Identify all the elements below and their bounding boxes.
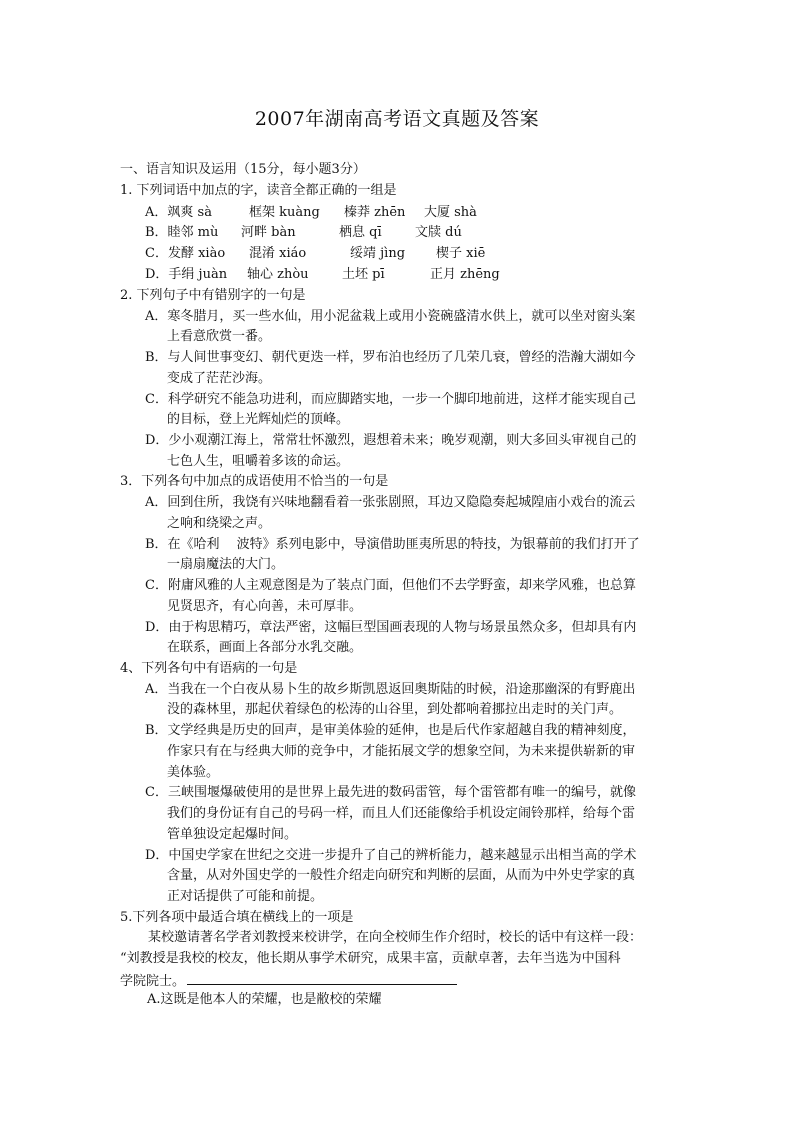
q2-option-b-line-2: 变成了茫茫沙海。 bbox=[167, 371, 272, 386]
q1-c-word-4: 楔子 xiē bbox=[436, 246, 486, 261]
q4-option-b-line-2: 作家只有在与经典大师的竞争中，才能拓展文学的想象空间，为未来提供崭新的审 bbox=[167, 744, 636, 759]
page-title: 2007年湖南高考语文真题及答案 bbox=[254, 108, 540, 130]
question-1-stem: 1. 下列词语中加点的字，读音全都正确的一组是 bbox=[120, 183, 397, 198]
q3-option-c-line-1: C．附庸风雅的人主观意图是为了装点门面，但他们不去学野蛮，却来学风雅，也总算 bbox=[145, 578, 636, 593]
q1-a-word-4: 大厦 shà bbox=[424, 205, 477, 220]
q1-d-word-2: 轴心 zhòu bbox=[247, 267, 309, 282]
q5-passage-line-3-text: 学院院士。 bbox=[120, 974, 186, 989]
q1-a-word-3: 榛莽 zhēn bbox=[344, 205, 406, 220]
q4-option-c-line-3: 管单独设定起爆时间。 bbox=[167, 827, 298, 842]
q1-a-word-2: 框架 kuàng bbox=[249, 205, 320, 220]
question-5-stem: 5.下列各项中最适合填在横线上的一项是 bbox=[120, 910, 354, 925]
q4-option-c-line-1: C．三峡围堰爆破使用的是世界上最先进的数码雷管，每个雷管都有唯一的编号，就像 bbox=[145, 785, 636, 800]
q4-option-a-line-2: 没的森林里，那起伏着绿色的松涛的山谷里，到处都响着挪拉出走时的关门声。 bbox=[167, 702, 623, 717]
q4-option-d-line-3: 正对话提供了可能和前提。 bbox=[167, 889, 324, 904]
q1-b-word-3: 栖息 qī bbox=[339, 225, 382, 240]
q1-b-word-2: 河畔 bàn bbox=[241, 225, 296, 240]
q1-d-word-4: 正月 zhēng bbox=[430, 267, 500, 282]
q5-option-a: A.这既是他本人的荣耀，也是敝校的荣耀 bbox=[147, 992, 382, 1007]
q3-option-a-line-2: 之响和绕梁之声。 bbox=[167, 516, 272, 531]
section-heading: 一、语言知识及运用（15分，每小题3分） bbox=[120, 162, 366, 177]
q2-option-c-line-1: C．科学研究不能急功进利，而应脚踏实地，一步一个脚印地前进，这样才能实现自己 bbox=[145, 392, 636, 407]
q1-c-word-3: 绥靖 jìng bbox=[350, 246, 406, 261]
q1-d-word-1: D．手绢 juàn bbox=[145, 267, 228, 282]
q3-option-a-line-1: A．回到住所，我饶有兴味地翻看着一张张剧照，耳边又隐隐奏起城隍庙小戏台的流云 bbox=[145, 495, 636, 510]
q5-passage-line-2: “刘教授是我校的校友，他长期从事学术研究，成果丰富，贡献卓著，去年当选为中国科 bbox=[120, 951, 621, 966]
q3-option-b-line-1: B．在《哈利 波特》系列电影中，导演借助匪夷所思的特技，为银幕前的我们打开了 bbox=[145, 537, 640, 552]
q4-option-c-line-2: 我们的身份证有自己的号码一样，而且人们还能像给手机设定闹铃那样，给每个雷 bbox=[167, 806, 636, 821]
q4-option-b-line-1: B．文学经典是历史的回声，是审美体验的延伸，也是后代作家超越自我的精神刻度， bbox=[145, 723, 636, 738]
q4-option-d-line-2: 含量，从对外国史学的一般性介绍走向研究和判断的层面，从而为中外史学家的真 bbox=[167, 868, 636, 883]
q4-option-a-line-1: A．当我在一个白夜从易卜生的故乡斯凯恩返回奥斯陆的时候，沿途那幽深的有野鹿出 bbox=[145, 682, 636, 697]
q3-option-b-line-2: 一扇扇魔法的大门。 bbox=[167, 557, 285, 572]
q2-option-a-line-2: 上看意欣赏一番。 bbox=[167, 329, 272, 344]
q3-option-d-line-1: D．由于构思精巧，章法严密，这幅巨型国画表现的人物与场景虽然众多，但却具有内 bbox=[145, 620, 637, 635]
question-3-stem: 3．下列各句中加点的成语使用不恰当的一句是 bbox=[120, 474, 389, 489]
q2-option-c-line-2: 的目标，登上光辉灿烂的顶峰。 bbox=[167, 412, 350, 427]
q3-option-d-line-2: 在联系，画面上各部分水乳交融。 bbox=[167, 640, 363, 655]
q1-d-word-3: 土坯 pī bbox=[342, 267, 385, 282]
q2-option-d-line-1: D．少小观潮江海上，常常壮怀激烈，遐想着未来；晚岁观潮，则大多回头审视自己的 bbox=[145, 433, 637, 448]
q2-option-d-line-2: 七色人生，咀嚼着多该的命运。 bbox=[167, 454, 350, 469]
question-4-stem: 4、下列各句中有语病的一句是 bbox=[120, 661, 298, 676]
q1-b-word-1: B．睦邻 mù bbox=[145, 225, 219, 240]
question-2-stem: 2. 下列句子中有错别字的一句是 bbox=[120, 288, 306, 303]
q2-option-a-line-1: A．寒冬腊月，买一些水仙，用小泥盆栽上或用小瓷碗盛清水供上，就可以坐对窗头案 bbox=[145, 309, 636, 324]
q1-b-word-4: 文牍 dú bbox=[415, 225, 462, 240]
q5-passage-line-1: 某校邀请著名学者刘教授来校讲学，在向全校师生作介绍时，校长的话中有这样一段： bbox=[148, 930, 643, 945]
q4-option-b-line-3: 美体验。 bbox=[167, 765, 220, 780]
q4-option-d-line-1: D．中国史学家在世纪之交进一步提升了自己的辨析能力，越来越显示出相当高的学术 bbox=[145, 848, 637, 863]
q1-c-word-1: C．发酵 xiào bbox=[145, 246, 226, 261]
q5-passage-line-3 bbox=[120, 970, 457, 992]
q1-c-word-2: 混淆 xiáo bbox=[249, 246, 307, 261]
q2-option-b-line-1: B．与人间世事变幻、朝代更迭一样，罗布泊也经历了几荣几衰，曾经的浩瀚大湖如今 bbox=[145, 350, 636, 365]
q3-option-c-line-2: 见贤思齐，有心向善，未可厚非。 bbox=[167, 599, 363, 614]
q1-a-word-1: A．飒爽 sà bbox=[145, 205, 212, 220]
answer-blank-line bbox=[187, 970, 457, 985]
